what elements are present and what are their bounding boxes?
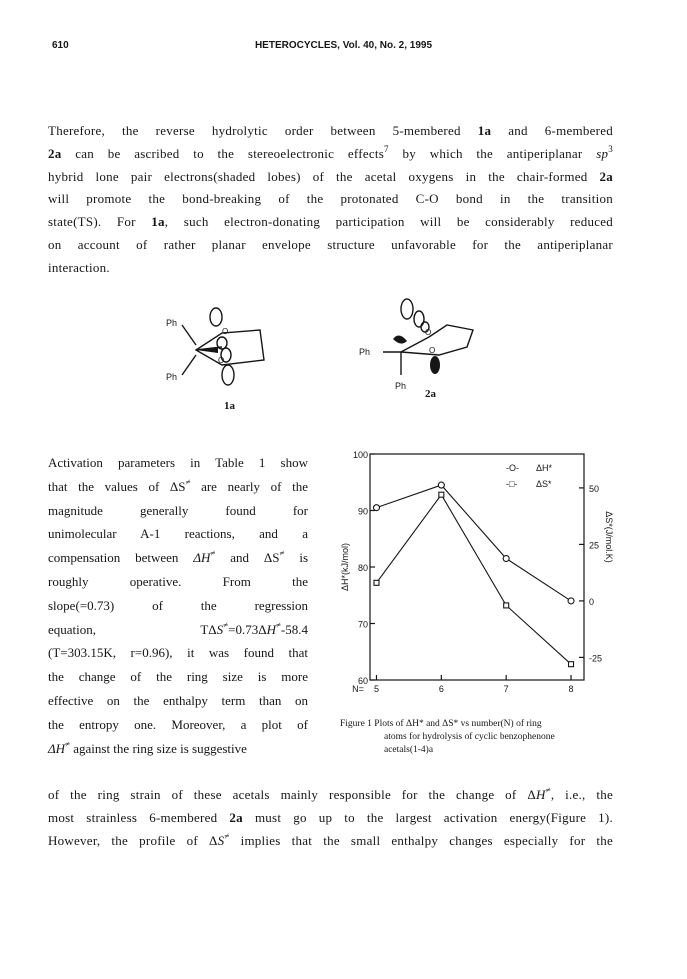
right-tick-label: -25	[589, 653, 603, 664]
lc-line-6: roughly operative. From the	[48, 573, 308, 589]
p2-line-3: However, the profile of ΔS≠ implies that the small enthalpy changes especially for the	[48, 830, 613, 848]
ds-point	[439, 492, 444, 497]
left-tick-label: 60	[357, 676, 368, 686]
running-head: HETEROCYCLES, Vol. 40, No. 2, 1995	[254, 40, 433, 51]
plot-frame	[370, 454, 584, 680]
left-tick-label: 80	[357, 563, 368, 573]
p1-line-7: interaction.	[48, 259, 110, 275]
right-tick-label: 25	[589, 540, 600, 551]
caption-line-3: acetals(1-4)a	[384, 745, 434, 755]
dh-point	[438, 482, 444, 488]
lc-line-7: slope(=0.73) of the regression	[48, 597, 308, 613]
ds-point	[569, 662, 574, 667]
structure-1a-drawing	[160, 305, 290, 415]
page-number: 610	[52, 40, 69, 51]
mol2-label: 2a	[425, 388, 436, 400]
x-axis-prefix: N=	[352, 684, 364, 694]
p1-line-4: will promote the bond-breaking of the protonated C-O bond in the transition	[48, 191, 613, 207]
lc-line-5: compensation between ΔH≠ and ΔS≠ is	[48, 548, 309, 566]
left-tick-label: 90	[357, 506, 368, 517]
p1-line-5: state(TS). For 1a, such electron-donating participation will be considerably reduced	[48, 214, 613, 230]
caption-line-2: atoms for hydrolysis of cyclic benzophenone	[384, 732, 555, 742]
caption-line-1: Figure 1 Plots of ΔH* and ΔS* vs number(N) of ring	[340, 719, 542, 729]
page-header	[0, 40, 687, 54]
lc-line-11: effective on the enthalpy term than on	[48, 692, 308, 708]
structure-1a	[160, 305, 290, 415]
structure-2a	[355, 295, 495, 405]
ds-point	[504, 603, 509, 608]
mol2-ph-left: Ph	[359, 347, 371, 357]
figure-1-caption	[340, 718, 600, 757]
x-tick-label: 5	[373, 684, 379, 694]
right-tick-label: 0	[589, 596, 595, 607]
p1-line-1: Therefore, the reverse hydrolytic order between 5-membered 1a and 6-membered	[48, 123, 613, 138]
dh-point	[503, 556, 509, 562]
left-column-text	[48, 451, 308, 760]
p2-line-1: of the ring strain of these acetals mainly responsible for the change of ΔH≠, i.e., the	[48, 785, 614, 802]
legend-label-2: ΔS*	[536, 479, 552, 489]
p1-line-3: hybrid lone pair electrons(shaded lobes) of the acetal oxygens in the chair-formed 2a	[48, 168, 613, 184]
dh-point	[373, 505, 379, 511]
lc-line-1: Activation parameters in Table 1 show	[48, 455, 308, 470]
paragraph-1	[48, 120, 613, 280]
left-tick-label: 100	[352, 450, 368, 460]
figure-1-chart	[328, 448, 618, 718]
x-tick-label: 8	[568, 684, 574, 694]
lc-line-4: unimolecular A-1 reactions, and a	[48, 526, 308, 542]
x-tick-label: 7	[503, 684, 509, 694]
dh-point	[568, 598, 574, 604]
lc-line-13: ΔH≠ against the ring size is suggestive	[48, 738, 247, 756]
lc-line-3: magnitude generally found for	[48, 502, 308, 518]
mol1-o-top: O	[222, 327, 229, 336]
left-tick-label: 70	[357, 619, 368, 630]
mol1-o-bottom: O	[218, 356, 225, 365]
p1-line-2: 2a can be ascribed to the stereoelectronic effects$^7$ by which the antiperiplanar $sp^3$	[48, 143, 613, 161]
lc-line-8: equation, TΔS≠=0.73ΔH≠-58.4	[48, 619, 308, 637]
mol2-o-bottom: O	[429, 346, 436, 355]
x-tick-label: 6	[438, 684, 444, 694]
mol2-ph-bottom: Ph	[395, 381, 407, 391]
p1-line-6: on account of rather planar envelope structure unfavorable for the antiperiplanar	[48, 236, 613, 252]
mol1-label: 1a	[224, 400, 235, 412]
series-line-2	[376, 495, 571, 665]
lc-line-10: the change of the ring size is more	[48, 669, 308, 685]
mol2-o-top: O	[425, 328, 432, 337]
lc-line-9: (T=303.15K, r=0.96), it was found that	[48, 645, 308, 661]
lc-line-2: that the values of ΔS≠ are nearly of the	[48, 476, 308, 494]
ds-point	[374, 580, 379, 585]
legend-symbol-2: -□-	[506, 479, 518, 489]
right-axis-label: ΔS*(J/mol.K)	[604, 511, 614, 563]
mol1-ph-bottom: Ph	[166, 372, 178, 382]
mol1-ph-top: Ph	[166, 318, 178, 328]
lc-line-12: the entropy one. Moreover, a plot of	[48, 716, 308, 732]
legend-label-1: ΔH*	[536, 463, 553, 473]
paragraph-2	[48, 784, 613, 852]
right-tick-label: 50	[589, 483, 600, 494]
p2-line-2: most strainless 6-membered 2a must go up to the largest activation energy(Figure 1).	[48, 809, 614, 825]
legend-symbol-1: -O-	[506, 463, 519, 473]
structure-2a-drawing	[355, 295, 495, 405]
left-axis-label: ΔH*(kJ/mol)	[340, 542, 350, 592]
